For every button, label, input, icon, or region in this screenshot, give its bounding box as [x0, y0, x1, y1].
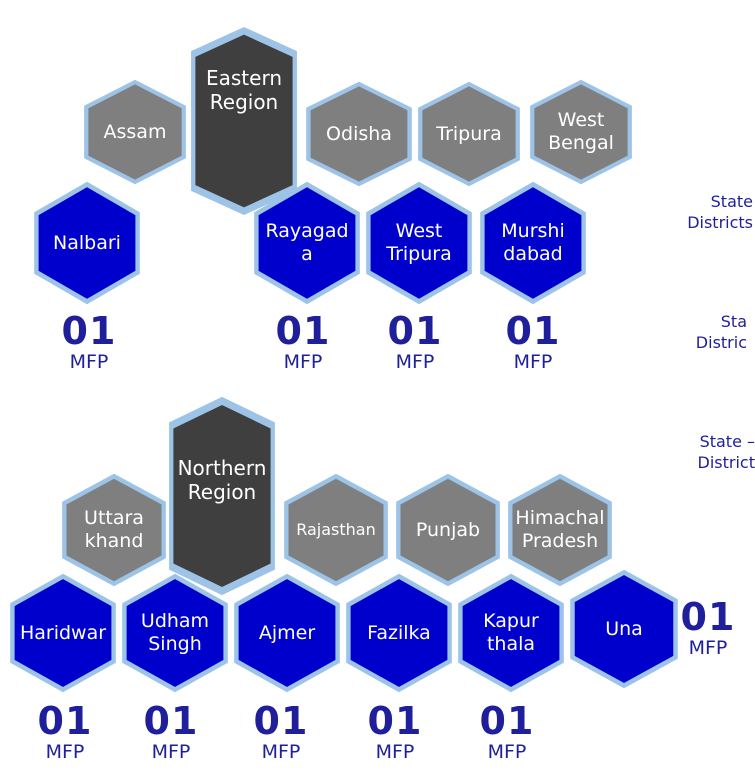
- district-label: Murshi dabad: [501, 220, 565, 265]
- count-value: 01: [387, 309, 443, 353]
- count-unit: MFP: [395, 351, 435, 373]
- region-label: Northern Region: [177, 456, 267, 504]
- district-label: Rayagad a: [265, 220, 349, 265]
- district-hex-ajmer: [232, 574, 342, 692]
- side-label-3: State – District: [697, 432, 755, 472]
- northern-count-2: [136, 699, 206, 763]
- district-hex-fazilka: [344, 574, 454, 692]
- northern-count-6: [676, 595, 740, 659]
- count-unit: MFP: [513, 351, 553, 373]
- region-hex-northern: [168, 398, 276, 594]
- region-label: Eastern Region: [205, 66, 282, 114]
- state-label: Punjab: [415, 518, 481, 541]
- district-hex-nalbari: [32, 182, 142, 304]
- district-hex-murshidabad: [478, 182, 588, 304]
- count-unit: MFP: [283, 351, 323, 373]
- state-label: Uttara khand: [84, 507, 144, 552]
- count-value: 01: [275, 309, 331, 353]
- state-hex-tripura: [416, 82, 522, 186]
- eastern-count-3: [380, 309, 450, 373]
- count-value: 01: [143, 699, 199, 743]
- northern-count-1: [30, 699, 100, 763]
- eastern-count-4: [498, 309, 568, 373]
- state-hex-rajasthan: [282, 474, 390, 586]
- count-unit: MFP: [261, 741, 301, 763]
- district-label: Fazilka: [367, 621, 431, 644]
- count-value: 01: [505, 309, 561, 353]
- state-hex-assam: [82, 80, 188, 184]
- count-value: 01: [253, 699, 309, 743]
- district-hex-kapurthala: [456, 574, 566, 692]
- district-hex-una: [568, 570, 680, 688]
- district-label: Nalbari: [53, 231, 121, 254]
- district-label: Kapur thala: [483, 610, 539, 655]
- district-hex-udham-singh: [120, 574, 230, 692]
- side-label-1: State Districts: [687, 192, 753, 232]
- eastern-count-2: [268, 309, 338, 373]
- state-label: Odisha: [326, 122, 392, 145]
- count-unit: MFP: [69, 351, 109, 373]
- state-hex-uttarakhand: [60, 474, 168, 586]
- northern-count-4: [360, 699, 430, 763]
- state-label: Assam: [103, 120, 167, 143]
- state-label: Tripura: [436, 122, 502, 145]
- count-unit: MFP: [375, 741, 415, 763]
- district-label: Haridwar: [19, 621, 107, 644]
- district-label: Ajmer: [258, 621, 316, 644]
- count-value: 01: [680, 595, 736, 639]
- district-hex-rayagada: [252, 182, 362, 304]
- count-unit: MFP: [151, 741, 191, 763]
- side-label-2: Sta Distric: [695, 312, 747, 352]
- count-unit: MFP: [487, 741, 527, 763]
- state-hex-punjab: [394, 474, 502, 586]
- count-value: 01: [61, 309, 117, 353]
- count-value: 01: [479, 699, 535, 743]
- district-label: Udham Singh: [140, 610, 210, 655]
- count-unit: MFP: [45, 741, 85, 763]
- count-unit: MFP: [688, 637, 728, 659]
- district-hex-haridwar: [8, 574, 118, 692]
- count-value: 01: [367, 699, 423, 743]
- northern-count-3: [246, 699, 316, 763]
- state-label: Rajasthan: [296, 520, 376, 540]
- count-value: 01: [37, 699, 93, 743]
- state-label: West Bengal: [548, 109, 614, 154]
- northern-count-5: [472, 699, 542, 763]
- state-label: Himachal Pradesh: [515, 507, 605, 552]
- district-label: West Tripura: [386, 220, 452, 265]
- state-hex-odisha: [304, 82, 414, 186]
- eastern-count-1: [54, 309, 124, 373]
- district-hex-west-tripura: [364, 182, 474, 304]
- district-label: Una: [605, 617, 643, 640]
- state-hex-west-bengal: [528, 80, 634, 184]
